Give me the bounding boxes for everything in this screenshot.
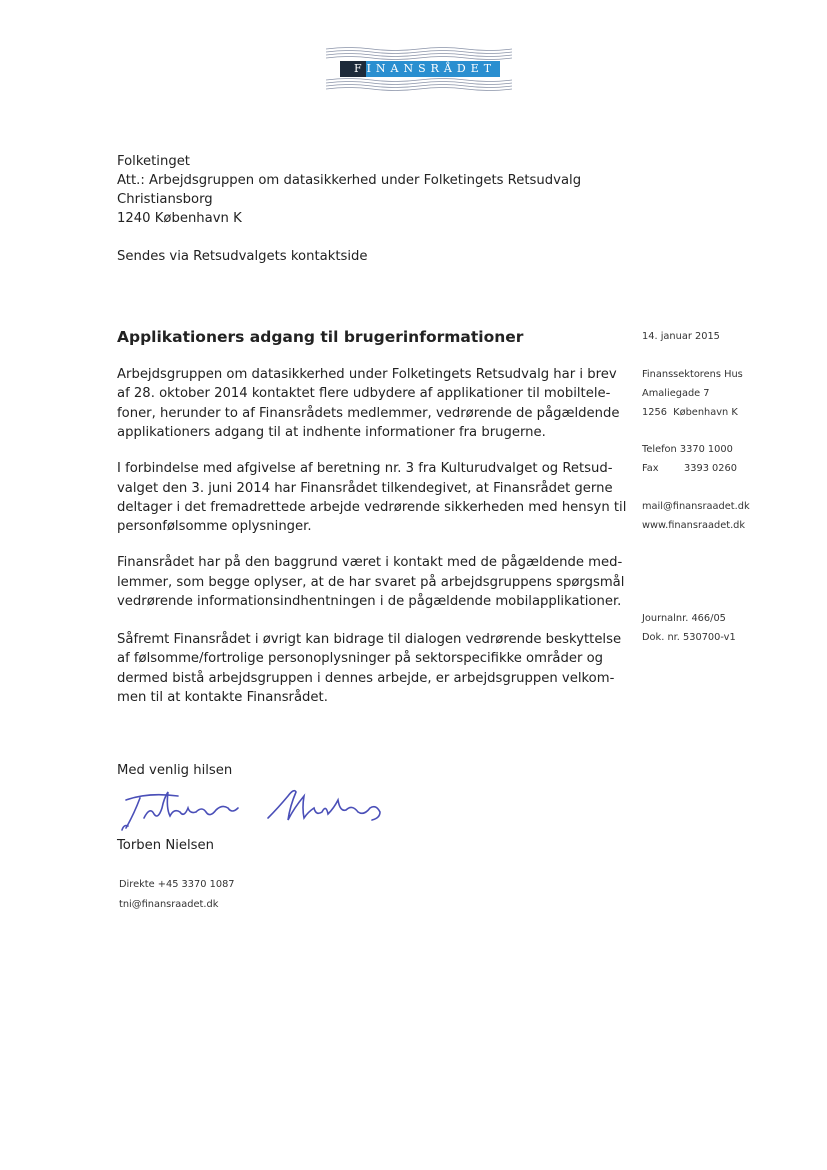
- body-line: Såfremt Finansrådet i øvrigt kan bidrage til dialogen vedrørende beskyttelse: [117, 632, 622, 647]
- contact-email[interactable]: mail@finansraadet.dk: [642, 501, 750, 512]
- phone-number: 3370 1000: [679, 444, 733, 455]
- body-line: valget den 3. juni 2014 har Finansrådet tilkendegivet, at Finansrådet gerne: [117, 481, 613, 496]
- letter-title: Applikationers adgang til brugerinformationer: [117, 328, 524, 346]
- signer-email[interactable]: tni@finansraadet.dk: [119, 899, 219, 910]
- fax-number: 3393 0260: [684, 463, 737, 474]
- journal-number: Journalnr. 466/05: [642, 613, 726, 624]
- greeting: Med venlig hilsen: [117, 763, 233, 778]
- recipient-line: Folketinget: [117, 154, 190, 169]
- body-line: applikationers adgang til at indhente informationer fra brugerne.: [117, 425, 546, 440]
- body-line: lemmer, som begge oplyser, at de har svaret på arbejdsgruppens spørgsmål: [117, 575, 625, 590]
- body-line: af 28. oktober 2014 kontaktet flere udbydere af applikationer til mobiltele-: [117, 386, 611, 401]
- body-line: Finansrådet har på den baggrund været i kontakt med de pågældende med-: [117, 555, 623, 570]
- recipient-line: Att.: Arbejdsgruppen om datasikkerhed under Folketingets Retsudvalg: [117, 173, 582, 188]
- recipient-line: Christiansborg: [117, 192, 213, 207]
- fax-label: Fax: [642, 463, 659, 474]
- body-line: personfølsomme oplysninger.: [117, 519, 312, 534]
- phone-row: [642, 443, 733, 457]
- address-line: Amaliegade 7: [642, 388, 710, 399]
- address-line: 1256 København K: [642, 407, 738, 418]
- delivery-note: Sendes via Retsudvalgets kontaktside: [117, 249, 368, 264]
- signer-name: Torben Nielsen: [117, 838, 214, 853]
- body-line: deltager i det fremadrettede arbejde vedrørende sikkerheden med hensyn til: [117, 500, 627, 515]
- document-number: Dok. nr. 530700-v1: [642, 632, 736, 643]
- body-line: Arbejdsgruppen om datasikkerhed under Folketingets Retsudvalg har i brev: [117, 367, 617, 382]
- body-line: vedrørende informationsindhentningen i de pågældende mobilapplikationer.: [117, 594, 622, 609]
- website-link[interactable]: www.finansraadet.dk: [642, 520, 746, 531]
- logo-text: FINANSRÅDET: [353, 62, 497, 75]
- body-line: dermed bistå arbejdsgruppen i dennes arbejde, er arbejdsgruppen velkom-: [117, 671, 615, 686]
- body-line: men til at kontakte Finansrådet.: [117, 690, 328, 705]
- body-line: I forbindelse med afgivelse af beretning nr. 3 fra Kulturudvalget og Retsud-: [117, 461, 613, 476]
- body-line: af følsomme/fortrolige personoplysninger på sektorspecifikke områder og: [117, 651, 604, 666]
- recipient-line: 1240 København K: [117, 211, 242, 226]
- fax-row: [642, 462, 737, 476]
- address-line: Finanssektorens Hus: [642, 369, 743, 380]
- direct-phone: Direkte +45 3370 1087: [119, 879, 235, 890]
- letter-date: 14. januar 2015: [642, 331, 720, 342]
- body-line: foner, herunder to af Finansrådets medlemmer, vedrørende de pågældende: [117, 406, 620, 421]
- finansraadet-logo: [326, 46, 512, 92]
- phone-label: Telefon: [642, 444, 677, 455]
- handwritten-signature: [118, 778, 388, 838]
